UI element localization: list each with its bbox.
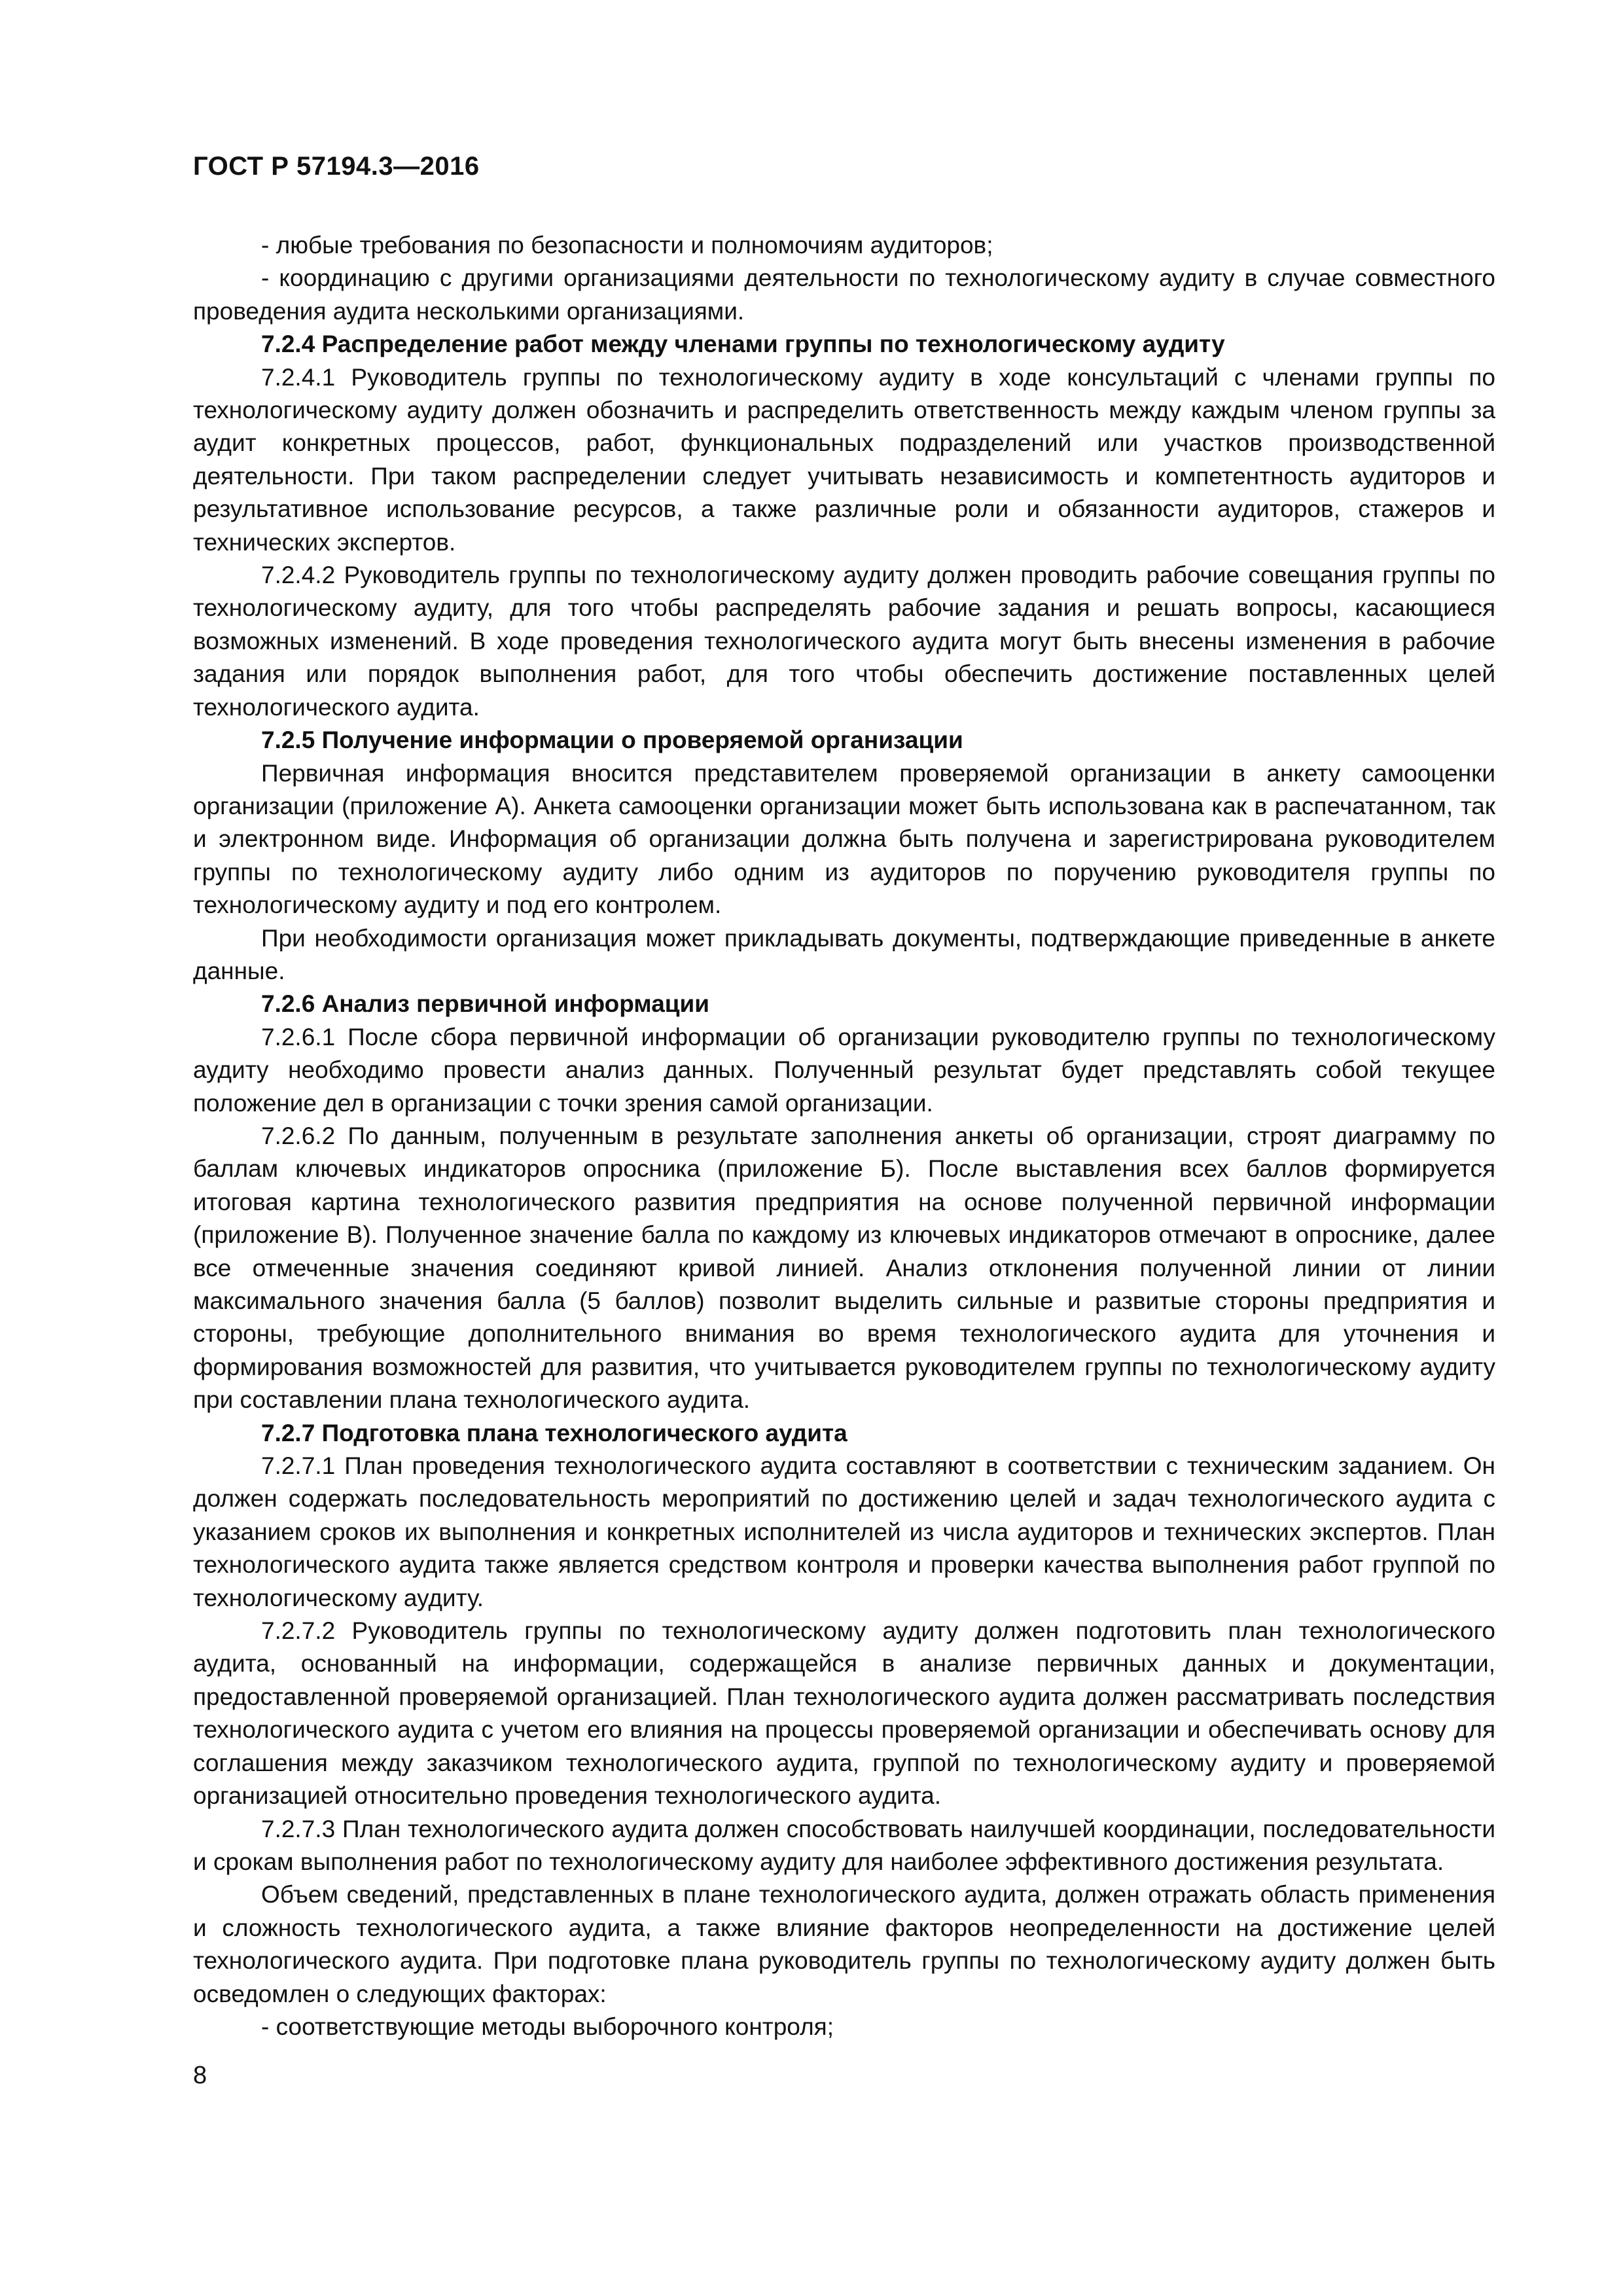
section-heading-7-2-7: 7.2.7 Подготовка плана технологического аудита [261, 1419, 847, 1446]
paragraph-plan-scope: Объем сведений, представленных в плане технологического аудита, должен отражать область применения и сложность технологического аудита, а также влияние факторов неопределенности на достижение целей технологического аудита. При подготовке плана руководитель группы по технологическому аудиту должен быть осведомлен о следующих факторах: [193, 1881, 1495, 2007]
section-heading-7-2-6: 7.2.6 Анализ первичной информации [261, 990, 710, 1018]
paragraph-7-2-7-3: 7.2.7.3 План технологического аудита должен способствовать наилучшей координации, последовательности и срокам выполнения работ по технологическому аудиту для наиболее эффективного достижения результата. [193, 1815, 1495, 1875]
paragraph-primary-information: Первичная информация вносится представителем проверяемой организации в анкету самооценки организации (приложение А). Анкета самооценки организации может быть использована как в распечатанном, так и электронном виде. Информация об организации должна быть получена и зарегистрирована руководителем группы по технологическому аудиту либо одним из аудиторов по поручению руководителя группы по технологическому аудиту и под его контролем. [193, 759, 1495, 919]
section-heading-7-2-4: 7.2.4 Распределение работ между членами группы по технологическому аудиту [261, 331, 1225, 358]
paragraph-7-2-4-1: 7.2.4.1 Руководитель группы по технологическому аудиту в ходе консультаций с членами группы по технологическому аудиту должен обозначить и распределить ответственность между каждым членом группы за аудит конкретных процессов, работ, функциональных подразделений или участков производственной деятельности. При таком распределении следует учитывать независимость и компетентность аудиторов и результативное использование ресурсов, а также различные роли и обязанности аудиторов, стажеров и технических экспертов. [193, 363, 1495, 556]
document-standard-id: ГОСТ Р 57194.3—2016 [193, 152, 480, 181]
paragraph-7-2-6-2: 7.2.6.2 По данным, полученным в результате заполнения анкеты об организации, строят диаграмму по баллам ключевых индикаторов опросника (приложение Б). После выставления всех баллов формируется итоговая картина технологического развития предприятия на основе полученной первичной информации (приложение В). Полученное значение балла по каждому из ключевых индикаторов отмечают в опроснике, далее все отмеченные значения соединяют кривой линией. Анализ отклонения полученной линии от линии максимального значения балла (5 баллов) позволит выделить сильные и развитые стороны предприятия и стороны, требующие дополнительного внимания во время технологического аудита для уточнения и формирования возможностей для развития, что учитывается руководителем группы по технологическому аудиту при составлении плана технологического аудита. [193, 1122, 1495, 1414]
list-item-requirements: - любые требования по безопасности и полномочиям аудиторов; [261, 232, 993, 259]
paragraph-7-2-7-2: 7.2.7.2 Руководитель группы по технологическому аудиту должен подготовить план технологического аудита, основанный на информации, содержащейся в анализе первичных данных и документации, предоставленной проверяемой организацией. План технологического аудита должен рассматривать последствия технологического аудита с учетом его влияния на процессы проверяемой организации и обеспечивать основу для соглашения между заказчиком технологического аудита, группой по технологическому аудиту и проверяемой организацией относительно проведения технологического аудита. [193, 1617, 1495, 1810]
paragraph-7-2-6-1: 7.2.6.1 После сбора первичной информации об организации руководителю группы по технологическому аудиту необходимо провести анализ данных. Полученный результат будет представлять собой текущее положение дел в организации с точки зрения самой организации. [193, 1023, 1495, 1117]
paragraph-7-2-4-2: 7.2.4.2 Руководитель группы по технологическому аудиту должен проводить рабочие совещания группы по технологическому аудиту, для того чтобы распределять рабочие задания и решать вопросы, касающиеся возможных изменений. В ходе проведения технологического аудита могут быть внесены изменения в рабочие задания или порядок выполнения работ, для того чтобы обеспечить достижение поставленных целей технологического аудита. [193, 562, 1495, 721]
document-body [193, 229, 1495, 2043]
page-number: 8 [193, 2062, 207, 2089]
paragraph-attach-documents: При необходимости организация может прикладывать документы, подтверждающие приведенные в анкете данные. [193, 924, 1495, 984]
section-heading-7-2-5: 7.2.5 Получение информации о проверяемой организации [261, 726, 963, 754]
list-item-coordination: - координацию с другими организациями деятельности по технологическому аудиту в случае совместного проведения аудита несколькими организациями. [193, 264, 1495, 325]
paragraph-7-2-7-1: 7.2.7.1 План проведения технологического аудита составляют в соответствии с техническим заданием. Он должен содержать последовательность мероприятий по достижению целей и задач технологического аудита с указанием сроков их выполнения и конкретных исполнителей из числа аудиторов и технических экспертов. План технологического аудита также является средством контроля и проверки качества выполнения работ группой по технологическому аудиту. [193, 1452, 1495, 1611]
list-item-sampling-methods: - соответствующие методы выборочного контроля; [261, 2013, 834, 2040]
